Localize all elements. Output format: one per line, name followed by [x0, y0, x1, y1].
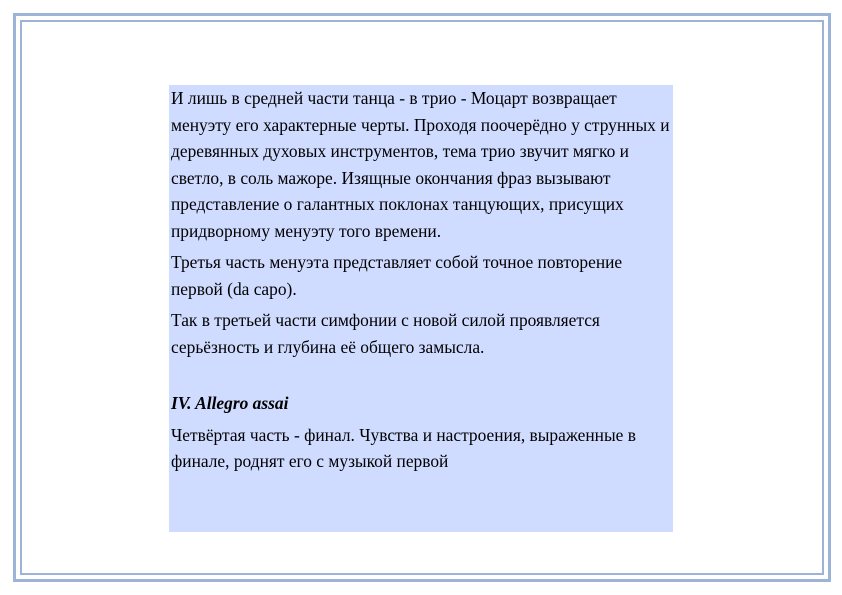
paragraph-finale: Четвёртая часть - финал. Чувства и настроения, выраженные в финале, роднят его с музыкой первой	[171, 424, 636, 471]
section-heading: IV. Allegro assai	[171, 393, 289, 413]
paragraph-trio: И лишь в средней части танца - в трио - Моцарт возвращает менуэту его характерные черты. Проходя поочерёдно у струнных и деревянных духовых инструментов, тема трио звучит мягко и светло, в соль мажоре. Изящные окончания фраз вызывают представление о галантных поклонах танцующих, присущих придворному менуэту того времени.	[171, 88, 670, 241]
paragraph-third-part: Так в третьей части симфонии с новой силой проявляется серьёзность и глубина её общего замысла.	[171, 310, 600, 357]
paragraph-da-capo: Третья часть менуэта представляет собой точное повторение первой (da capo).	[171, 252, 623, 299]
text-block	[169, 85, 673, 532]
